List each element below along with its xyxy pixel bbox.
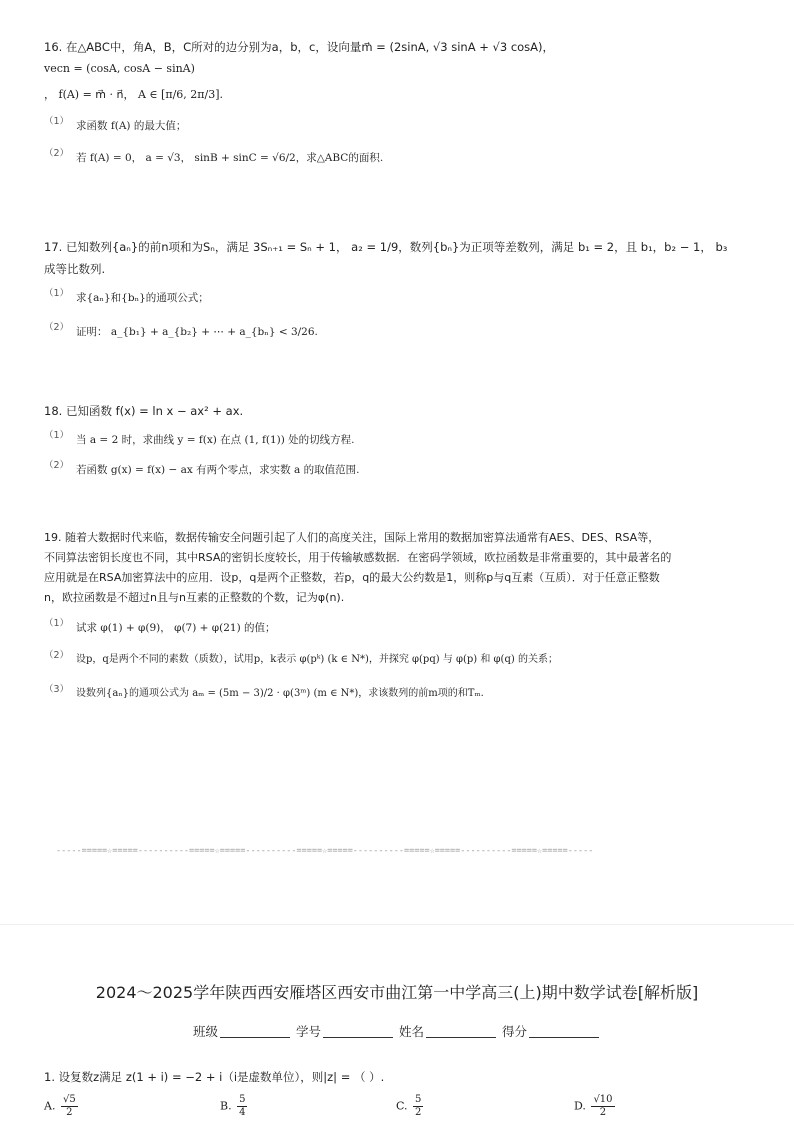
sub-question-number: （1） (44, 618, 70, 629)
student-info-row (0, 1022, 794, 1040)
score-blank[interactable] (529, 1025, 599, 1038)
question-1 (44, 1066, 754, 1088)
sub-question-text: 求函数 f(A) 的最大值； (76, 120, 187, 132)
sub-question-number: （2） (44, 148, 70, 159)
sub-question (44, 618, 754, 638)
class-label: 班级 (192, 1024, 218, 1039)
choice-fraction (237, 1094, 247, 1119)
question-title: 19. 随着大数据时代来临，数据传输安全问题引起了人们的高度关注，国际上常用的数据加密算法通常有AES、DES、RSA等， (44, 531, 660, 544)
question-line: 应用就是在RSA加密算法中的应用．设p，q是两个正整数，若p，q的最大公约数是1，则称p与q互素（互质）．对于任意正整数 (44, 571, 660, 584)
sub-question-text: 试求 φ(1) + φ(9)， φ(7) + φ(21) 的值； (76, 622, 276, 634)
choice-label: C. (396, 1099, 408, 1113)
choice-fraction (591, 1094, 614, 1119)
question-line: vecn = (cosA, cosA − sinA) (44, 62, 195, 75)
sub-question (44, 684, 754, 704)
question-line: 不同算法密钥长度也不同，其中RSA的密钥长度较长，用于传输敏感数据．在密码学领域，欧拉函数是非常重要的，其中最著名的 (44, 551, 672, 564)
choice-label: D. (574, 1099, 586, 1113)
fraction-numerator: √5 (62, 1094, 76, 1105)
sub-question (44, 116, 754, 136)
fraction-denominator: 2 (599, 1107, 607, 1118)
score-label: 得分 (501, 1024, 527, 1039)
class-blank[interactable] (220, 1025, 290, 1038)
sub-question-number: （2） (44, 460, 70, 471)
sub-question-text: 证明： a_{b₁} + a_{b₂} + ⋯ + a_{bₙ} < 3/26. (76, 326, 318, 338)
sub-question (44, 322, 754, 342)
sub-question-number: （1） (44, 430, 70, 441)
choice-fraction (413, 1094, 423, 1119)
id-blank[interactable] (323, 1025, 393, 1038)
fraction-numerator: √10 (593, 1094, 613, 1105)
question-line: ， f(A) = m⃗ · n⃗， A ∈ [π/6, 2π/3]. (44, 88, 223, 101)
sub-question-number: （1） (44, 116, 70, 127)
sub-question-number: （2） (44, 322, 70, 333)
fraction-denominator: 4 (239, 1107, 246, 1118)
question-title: 17. 已知数列{aₙ}的前n项和为Sₙ，满足 3Sₙ₊₁ = Sₙ + 1， a₂ = 1/9，数列{bₙ}为正项等差数列，满足 b₁ = 2，且 b₁，b₂ − 1， b₃ (44, 240, 728, 254)
sub-question-number: （3） (44, 684, 70, 695)
sub-question (44, 430, 754, 450)
sub-question-text: 求{aₙ}和{bₙ}的通项公式； (76, 292, 209, 304)
question-line: 成等比数列. (44, 262, 106, 276)
name-label: 姓名 (398, 1024, 424, 1039)
choice-c[interactable] (396, 1094, 425, 1119)
question-title: 16. 在△ABC中，角A，B，C所对的边分别为a，b，c，设向量m⃗ = (2sinA, √3 sinA + √3 cosA)， (44, 40, 555, 54)
sub-question (44, 288, 754, 308)
question-19 (44, 528, 754, 704)
question-title: 1. 设复数z满足 z(1 + i) = −2 + i（i是虚数单位），则|z| = （ ）. (44, 1070, 385, 1084)
sub-question-text: 设数列{aₙ}的通项公式为 aₘ = (5m − 3)/2 · φ(3ᵐ) (m ∈ N*)，求该数列的前m项的和Tₘ. (76, 688, 484, 699)
sub-question (44, 650, 754, 670)
sub-question-text: 当 a = 2 时，求曲线 y = f(x) 在点 (1, f(1)) 处的切线方程. (76, 434, 355, 446)
question-17 (44, 236, 754, 342)
exam-title: 2024～2025学年陕西西安雁塔区西安市曲江第一中学高三(上)期中数学试卷[解析版] (95, 983, 699, 1002)
fraction-denominator: 2 (415, 1107, 422, 1118)
fraction-numerator: 5 (415, 1094, 422, 1105)
choice-b[interactable] (220, 1094, 249, 1119)
question-18 (44, 400, 754, 480)
id-label: 学号 (295, 1024, 321, 1039)
fraction-numerator: 5 (239, 1094, 246, 1105)
choice-label: A. (44, 1099, 56, 1113)
sub-question-text: 若 f(A) = 0， a = √3， sinB + sinC = √6/2，求△ABC的面积. (76, 152, 384, 164)
sub-question (44, 460, 754, 480)
sub-question-text: 若函数 g(x) = f(x) − ax 有两个零点，求实数 a 的取值范围. (76, 464, 360, 476)
separator-line: -----=====☆=====----------=====☆=====----------=====☆=====----------=====☆=====----------=====☆=====----- (56, 846, 594, 856)
name-blank[interactable] (426, 1025, 496, 1038)
question-title: 18. 已知函数 f(x) = ln x − ax² + ax. (44, 404, 244, 418)
sub-question-number: （2） (44, 650, 70, 661)
sub-question-number: （1） (44, 288, 70, 299)
choice-fraction (61, 1094, 78, 1119)
choice-label: B. (220, 1099, 232, 1113)
question-line: n，欧拉函数是不超过n且与n互素的正整数的个数，记为φ(n). (44, 591, 345, 604)
sub-question-text: 设p，q是两个不同的素数（质数），试用p，k表示 φ(pᵏ) (k ∈ N*)，并探究 φ(pq) 与 φ(p) 和 φ(q) 的关系； (76, 654, 558, 665)
choice-a[interactable] (44, 1094, 80, 1119)
choice-d[interactable] (574, 1094, 617, 1119)
fraction-denominator: 2 (66, 1107, 73, 1118)
page-divider (0, 924, 794, 925)
sub-question (44, 148, 754, 168)
question-16 (44, 36, 754, 168)
